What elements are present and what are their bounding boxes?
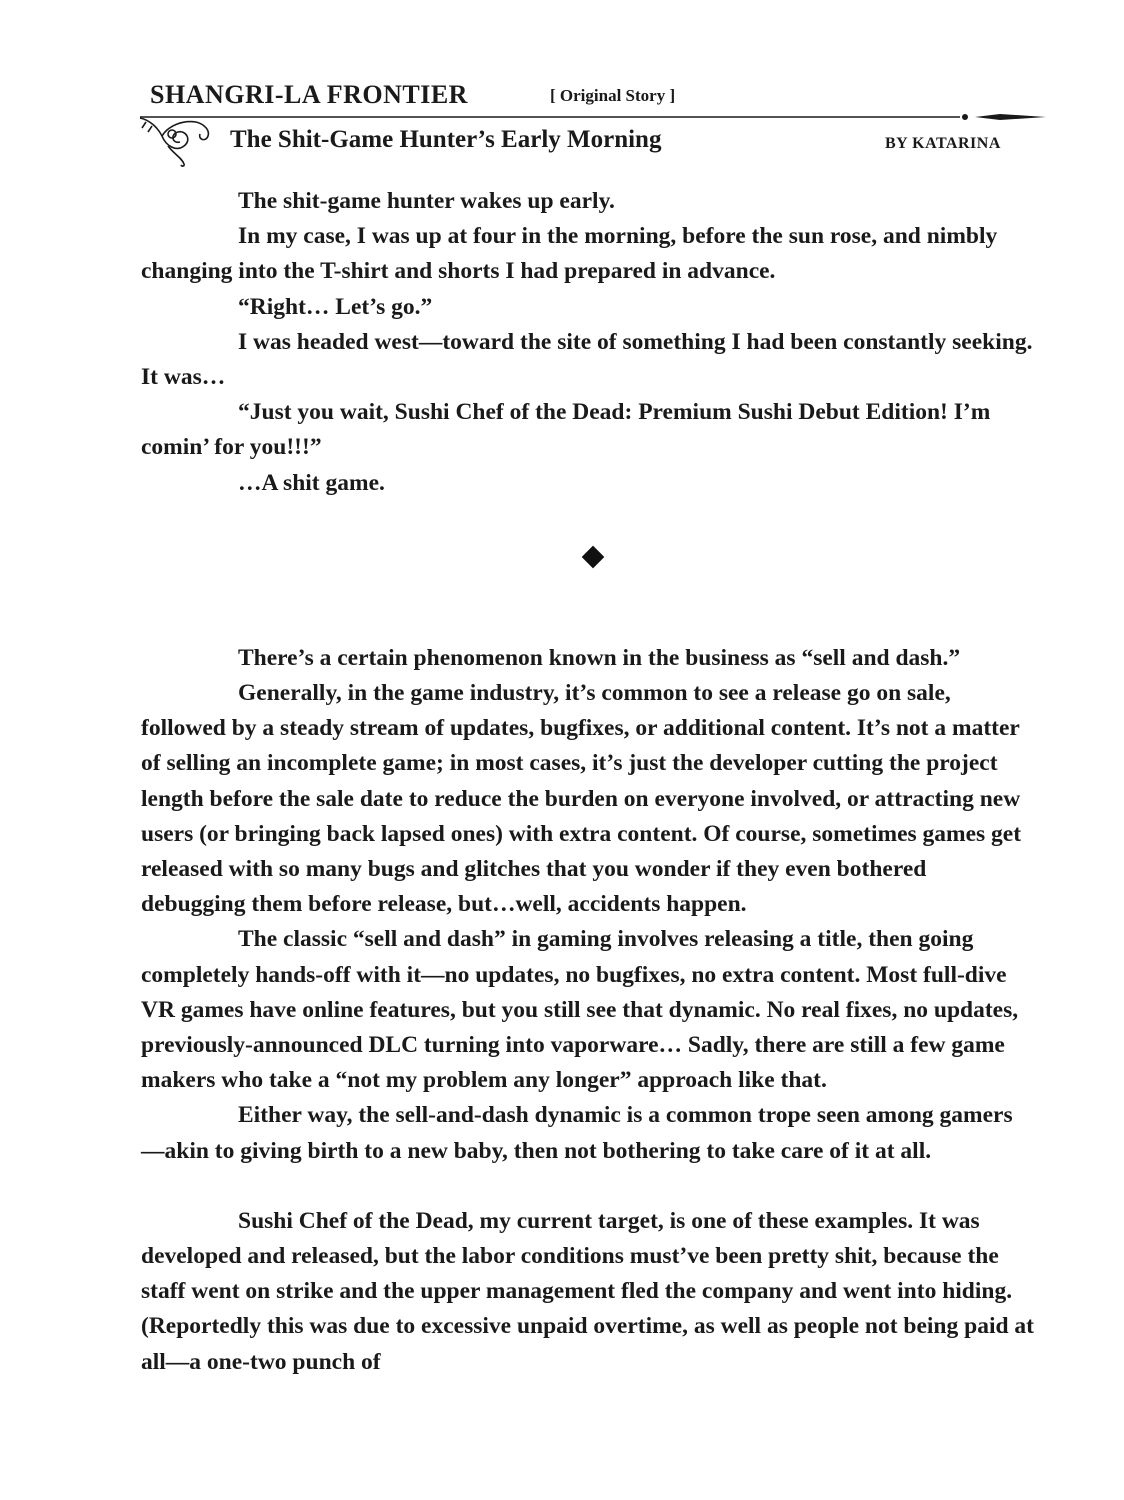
rule-end-ornament-icon bbox=[975, 114, 1046, 120]
paragraph: The shit-game hunter wakes up early. bbox=[238, 188, 615, 214]
section-separator bbox=[141, 501, 1036, 641]
paragraph: The classic “sell and dash” in gaming involves releasing a title, then going completely hands-off with it—no updates, no bugfixes, no extra content. Most full-dive VR games have online features, but you still see that dynamic. No real fixes, no updates, previously-announced DLC turning into vaporware… Sadly, there are still a few game makers who take a “not my problem any longer” approach like that. bbox=[141, 926, 1019, 1094]
story-body bbox=[141, 184, 1036, 1380]
story-title: The Shit-Game Hunter’s Early Morning bbox=[230, 126, 662, 153]
byline: BY KATARINA bbox=[885, 135, 1001, 152]
paragraph: I was headed west—toward the site of something I had been constantly seeking. It was… bbox=[141, 328, 1033, 391]
original-story-tag: [ Original Story ] bbox=[550, 86, 676, 105]
paragraph: Sushi Chef of the Dead, my current target, is one of these examples. It was developed and released, but the labor conditions must’ve been pretty shit, because the staff went on strike and the upper management fled the company and went into hiding. (Reportedly this was due to excessive unpaid overtime, as well as people not being paid at all—a one-two punch of bbox=[141, 1207, 1034, 1375]
paragraph: “Right… Let’s go.” bbox=[238, 293, 433, 320]
rule-dot-icon bbox=[962, 114, 968, 120]
paragraph: There’s a certain phenomenon known in the business as “sell and dash.” bbox=[238, 644, 961, 671]
paragraph: Either way, the sell-and-dash dynamic is a common trope seen among gamers—akin to giving birth to a new baby, then not bothering to take care of it at all. bbox=[141, 1102, 1013, 1164]
series-title: SHANGRI-LA FRONTIER bbox=[150, 80, 468, 109]
paragraph: Generally, in the game industry, it’s common to see a release go on sale, followed by a steady stream of updates, bugfixes, or additional content. It’s not a matter of selling an incomplete game; in most cases, it’s just the developer cutting the project length before the sale date to reduce the burden on everyone involved, or attracting new users (or bringing back lapsed ones) with extra content. Of course, sometimes games get released with so many bugs and glitches that you wonder if they even bothered debugging them before release, but…well, accidents happen. bbox=[141, 680, 1022, 918]
paragraph: In my case, I was up at four in the morning, before the sun rose, and nimbly changing into the T-shirt and shorts I had prepared in advance. bbox=[141, 223, 998, 285]
paragraph: “Just you wait, Sushi Chef of the Dead: Premium Sushi Debut Edition! I’m comin’ for you!!!” bbox=[141, 399, 991, 461]
paragraph: …A shit game. bbox=[238, 469, 385, 496]
paragraph-gap bbox=[141, 1169, 1036, 1204]
flourish-icon bbox=[140, 118, 208, 166]
diamond-icon bbox=[582, 546, 605, 569]
